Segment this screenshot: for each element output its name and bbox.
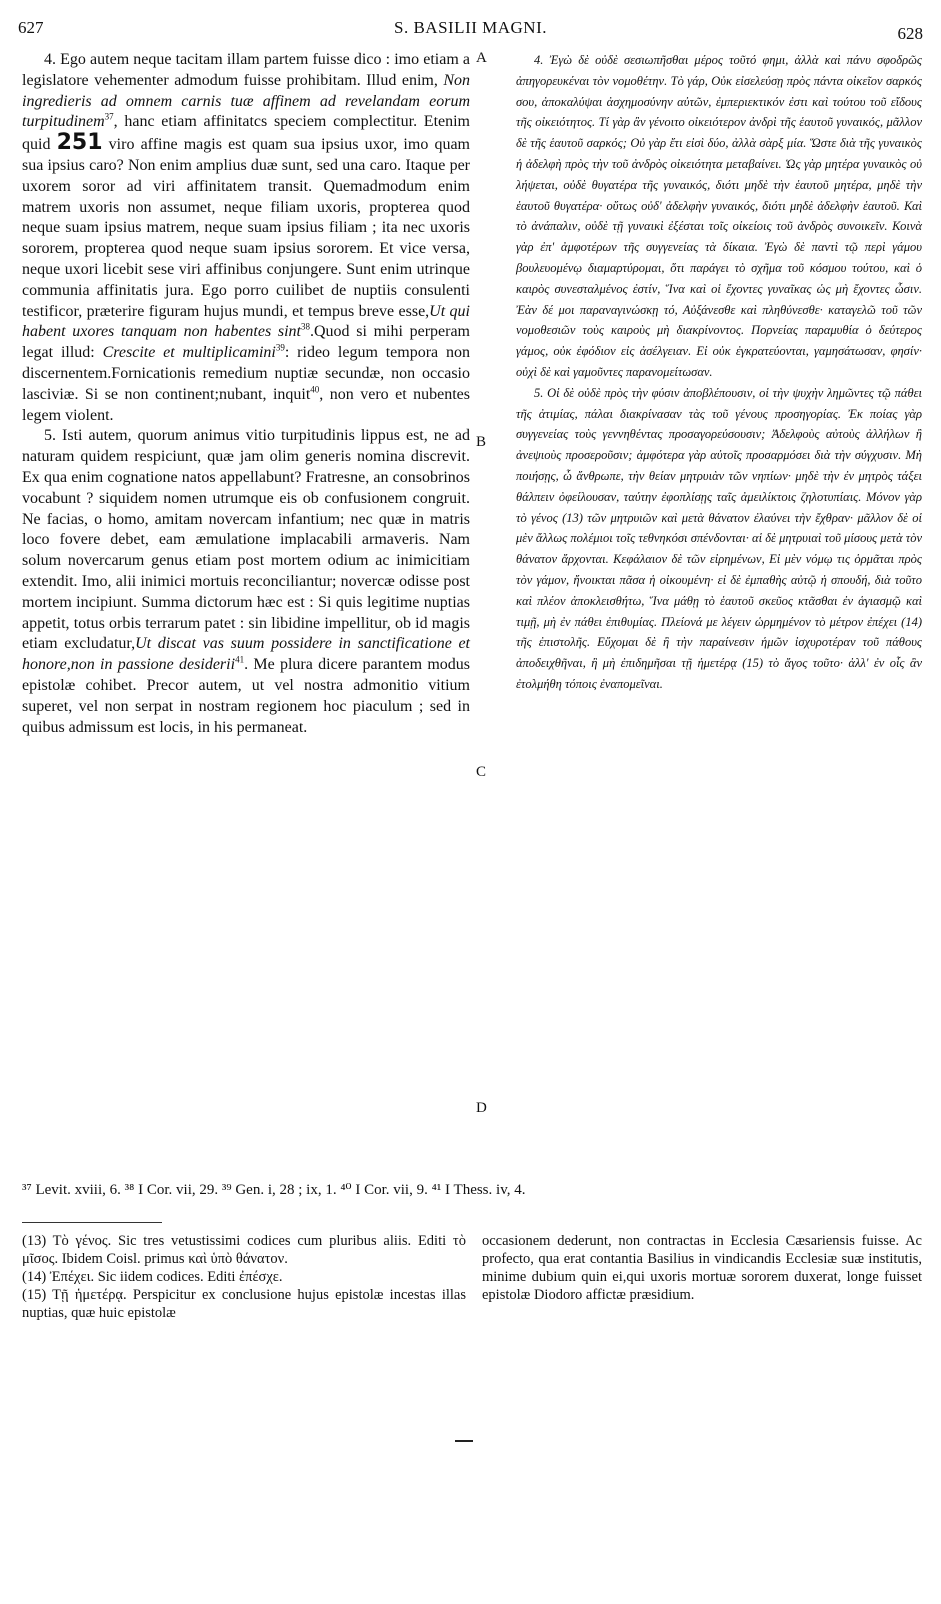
running-title: S. BASILII MAGNI. bbox=[394, 18, 547, 37]
latin-quote: Non ingredieris ad omnem carnis tuæ affinem ad revelandam eorum turpitudinem bbox=[22, 71, 470, 131]
note-15: (15) Τῇ ἡμετέρᾳ. Perspicitur ex conclusione hujus epistolæ incestas illas nuptias, quæ huic epistolæ bbox=[22, 1287, 466, 1321]
footnote-ref: 41 bbox=[235, 654, 245, 665]
footnote-ref: 37 bbox=[104, 112, 114, 123]
latin-quote: Crescite et multiplicamini bbox=[102, 344, 276, 362]
left-page-number: 627 bbox=[18, 18, 44, 37]
divider bbox=[22, 1222, 162, 1223]
latin-text: : rideo legum tempora non discernentem.Fornicationis remedium nuptiæ secundæ, non occasio lasciviæ. Si se non continent;nubant, inquit bbox=[22, 344, 470, 403]
note-15-cont: occasionem dederunt, non contractas in Ecclesia Cæsariensis fuisse. Ac profecto, qua erat contantia Basilius in vindicandis Ecclesiæ suæ institutis, minime dubium quin ei,qui uxoris mortuæ sororem duxerat, longe fuisset epistolæ Diodoro affictæ præsidium. bbox=[482, 1233, 922, 1303]
latin-text: viro affine magis est quam sua ipsius uxor, imo quam sua ipsius caro? Non enim amplius duæ sunt, sed una caro. Itaque per uxorem soror ad viri affinitatem transit. Quemadmodum enim matrem uxoris non assumet, neque filiam uxoris, propterea quod neque suam ipsius matrem, neque suam ipsius filiam ; ita nec uxoris sororem, propterea quod neque suam ipsius sororem. Et vice versa, neque uxori licebit sese viri affinibus conjungere. Sunt enim utrinque communia affinitatis jura. Ego porro cuilibet de nuptiis consulenti testificor, præterire figuram hujus mundi, et tempus breve esse, bbox=[22, 136, 471, 320]
scripture-references: ³⁷ Levit. xviii, 6. ³⁸ I Cor. vii, 29. ³⁹ Gen. i, 28 ; ix, 1. ⁴⁰ I Cor. vii, 9. ⁴¹ I Thess. iv, 4. bbox=[22, 1182, 526, 1198]
end-dash bbox=[455, 1440, 473, 1442]
column-number: 251 bbox=[56, 130, 103, 156]
latin-text: , hanc etiam affinitatcs speciem complectitur. Etenim quid bbox=[22, 113, 470, 154]
latin-paragraph-5 bbox=[22, 426, 470, 738]
latin-text: , non vero et nubentes legem violent. bbox=[22, 385, 470, 424]
latin-column bbox=[22, 50, 470, 738]
right-page-number: 628 bbox=[897, 24, 923, 43]
running-header bbox=[18, 18, 923, 42]
notes-right bbox=[482, 1232, 922, 1304]
footnote-ref: 39 bbox=[275, 342, 285, 353]
notes-left bbox=[22, 1232, 466, 1322]
margin-letter-d: D bbox=[476, 1100, 487, 1116]
greek-column bbox=[516, 50, 922, 695]
greek-paragraph-5: 5. Οἱ δὲ οὐδὲ πρὸς τὴν φύσιν ἀποβλέπουσιν, οἱ τὴν ψυχὴν λημῶντες τῷ πάθει τῆς ἀτιμίας, πάλαι διακρίνασαν τὰς τοῦ γένους προσηγορίας. Ἐκ ποίας γὰρ συγγενείας τοὺς γεννηθέντας προσαγορεύσουσιν; Ἀδελφοὺς αὐτοὺς ἀλλήλων ἢ ἀνεψιοὺς προσεροῦσιν; ἀμφότερα γὰρ αὐτοῖς προσαρμόσει διὰ τὴν σύγχυσιν. Μὴ ποιήσῃς, ὦ ἄνθρωπε, τὴν θείαν μητρυιὰν τῶν νηπίων· μηδὲ τὴν ἐν μητρὸς τάξει θάλπειν ὀφείλουσαν, ταύτην ἐφοπλίσῃς ταῖς ἀμειλίκτοις ζηλοτυπίαις. Μόνον γὰρ τὸ γένος (13) τῶν μητρυιῶν καὶ μετὰ θάνατον ἐλαύνει τὴν ἔχθραν· μᾶλλον δὲ οἱ μὲν ἄλλως πολέμιοι τοῖς τεθνηκόσι σπένδονται· αἱ δὲ μητρυιαὶ τοῦ μίσους μετὰ τὸν θάνατον ἄρχονται. Κεφάλαιον δὲ τῶν εἰρημένων, Εἰ μὲν νόμῳ τις ὁρμᾶται πρὸς τὸν γάμον, ἤνοικται πᾶσα ἡ οἰκουμένη· εἰ δὲ ἐμπαθὴς αὐτῷ ἡ σπουδή, διὰ τοῦτο καὶ πλέον ἀποκλεισθήτω, Ἵνα μάθῃ τὸ ἑαυτοῦ σκεῦος κτᾶσθαι ἐν ἁγιασμῷ καὶ τιμῇ, μὴ ἐν πάθει ἐπιθυμίας. Πλείονά με λέγειν ὡρμημένον τὸ μέτρον ἐπέχει (14) τῆς ἐπιστολῆς. Εὔχομαι δὲ ἢ τὴν παραίνεσιν ἡμῶν ἰσχυροτέραν τοῦ πάθους ἀποδειχθῆναι, ἢ μὴ ἐπιδημῆσαι τῇ ἡμετέρᾳ (15) τὸ ἄγος τοῦτο· ἀλλ' ἐν οἷς ἂν ἐτολμήθη τόποις ἐναπομεῖναι. bbox=[516, 385, 922, 691]
latin-quote: Ut qui habent uxores tanquam non habentes sint bbox=[22, 302, 470, 341]
latin-quote: Ut discat vas suum possidere in sanctificatione et honore,non in passione desiderii bbox=[22, 635, 470, 674]
margin-letter-b: B bbox=[476, 434, 487, 450]
note-14: (14) Ἐπέχει. Sic iidem codices. Editi ἐπέσχε. bbox=[22, 1269, 283, 1285]
greek-paragraph-4: 4. Ἐγὼ δὲ οὐδὲ σεσιωπῆσθαι μέρος τοῦτό φημι, ἀλλὰ καὶ πάνυ σφοδρῶς ἀπηγορευκέναι τὸν νομοθέτην. Τὸ γάρ, Οὐκ εἰσελεύσῃ πρὸς πάντα οἰκεῖον σαρκός σου, ἀποκαλύψαι ἀσχημοσύνην αὐτῶν, ἐμπεριεκτικόν ἐστι καὶ τούτου τοῦ εἴδους τῆς οἰκειότητος. Τί γὰρ ἂν γένοιτο οἰκειότερον ἀνδρὶ τῆς ἑαυτοῦ γυναικός, μᾶλλον δὲ τῆς ἑαυτοῦ σαρκός; Οὐ γὰρ ἔτι εἰσὶ δύο, ἀλλὰ σὰρξ μία. Ὥστε διὰ τῆς γυναικὸς ἡ ἀδελφὴ πρὸς τὴν τοῦ ἀνδρὸς οἰκειότητα μεταβαίνει. Ὡς γὰρ μητέρα γυναικὸς οὐ λήψεται, οὐδὲ θυγατέρα τῆς γυναικός, διότι μηδὲ τὴν ἑαυτοῦ μητέρα, μηδὲ τὴν ἑαυτοῦ θυγατέρα· οὕτως οὐδ' ἀδελφὴν γυναικός, διότι μηδὲ ἀδελφὴν ἑαυτοῦ. Καὶ τὸ ἀνάπαλιν, οὐδὲ τῇ γυναικὶ ἐξέσται τοῖς οἰκείοις τοῦ ἀνδρὸς συνοικεῖν. Κοινὰ γὰρ ἐπ' ἀμφοτέρων τῆς συγγενείας τὰ δίκαια. Ἐγὼ δὲ παντὶ τῷ περὶ γάμου βουλευομένῳ διαμαρτύρομαι, ὅτι παράγει τὸ σχῆμα τοῦ κόσμου τούτου, καὶ ὁ καιρὸς συνεσταλμένος ἐστίν, Ἵνα καὶ οἱ ἔχοντες γυναῖκας ὡς μὴ ἔχοντες ὦσιν. Ἐὰν δέ μοι παραναγινώσκῃ τό, Αὐξάνεσθε καὶ πληθύνεσθε· καταγελῶ τοῦ τῶν νομοθεσιῶν τοὺς καιροὺς μὴ διακρίνοντος. Πορνείας παραμυθία ὁ δεύτερος γάμος, οὐκ ἐφόδιον εἰς ἀσέλγειαν. Εἰ οὐκ ἐγκρατεύονται, γαμησάτωσαν, φησίν· οὐχὶ δὲ καὶ γαμοῦντες παρανομείτωσαν. bbox=[516, 53, 922, 379]
latin-paragraph-4 bbox=[22, 50, 470, 426]
note-13: (13) Τὸ γένος. Sic tres vetustissimi codices cum pluribus aliis. Editi τὸ μῖσος. Ibidem Coisl. primus καὶ ὑπὸ θάνατον. bbox=[22, 1233, 466, 1267]
latin-text: 4. Ego autem neque tacitam illam partem fuisse dico : imo etiam a legislatore vehementer admodum fuisse prohibitam. Illud enim, bbox=[22, 51, 470, 89]
margin-letter-a: A bbox=[476, 50, 487, 66]
margin-letter-c: C bbox=[476, 764, 487, 780]
latin-text: 5. Isti autem, quorum animus vitio turpitudinis lippus est, ne ad naturam quidem respiciunt, quæ jam olim generis nomina discrevit. Ex qua enim cognatione natos appellabunt? Fratresne, an consobrinos vocabunt ? siquidem nomen utrumque eis ob confusionem congruit. Ne facias, o homo, amitam novercam infantium; nec quæ in matris loco fovere debet, eam æmulatione implacabili armaveris. Nam solum novercarum genus etiam post mortem odium ac inimicitiam extendit. Imo, alii inimici mortuis reconciliantur; novercæ odisse post mortem incipiunt. Summa dictorum hæc est : Si quis legitime nuptias appetit, totus orbis terrarum patet : sin libidine impellitur, ob id magis etiam excludatur, bbox=[22, 427, 470, 653]
footnote-ref: 38 bbox=[301, 322, 310, 333]
latin-text: .Quod si mihi perperam legat illud: bbox=[22, 323, 471, 362]
latin-text: . Me plura dicere parantem modus epistolæ cohibet. Precor autem, ut vel nostra admonitio vitium superet, vel non serpat in nostram regionem hoc piaculum ; sed in quibus admissum est locis, in his permaneat. bbox=[22, 656, 471, 736]
footnote-ref: 40 bbox=[310, 384, 320, 395]
